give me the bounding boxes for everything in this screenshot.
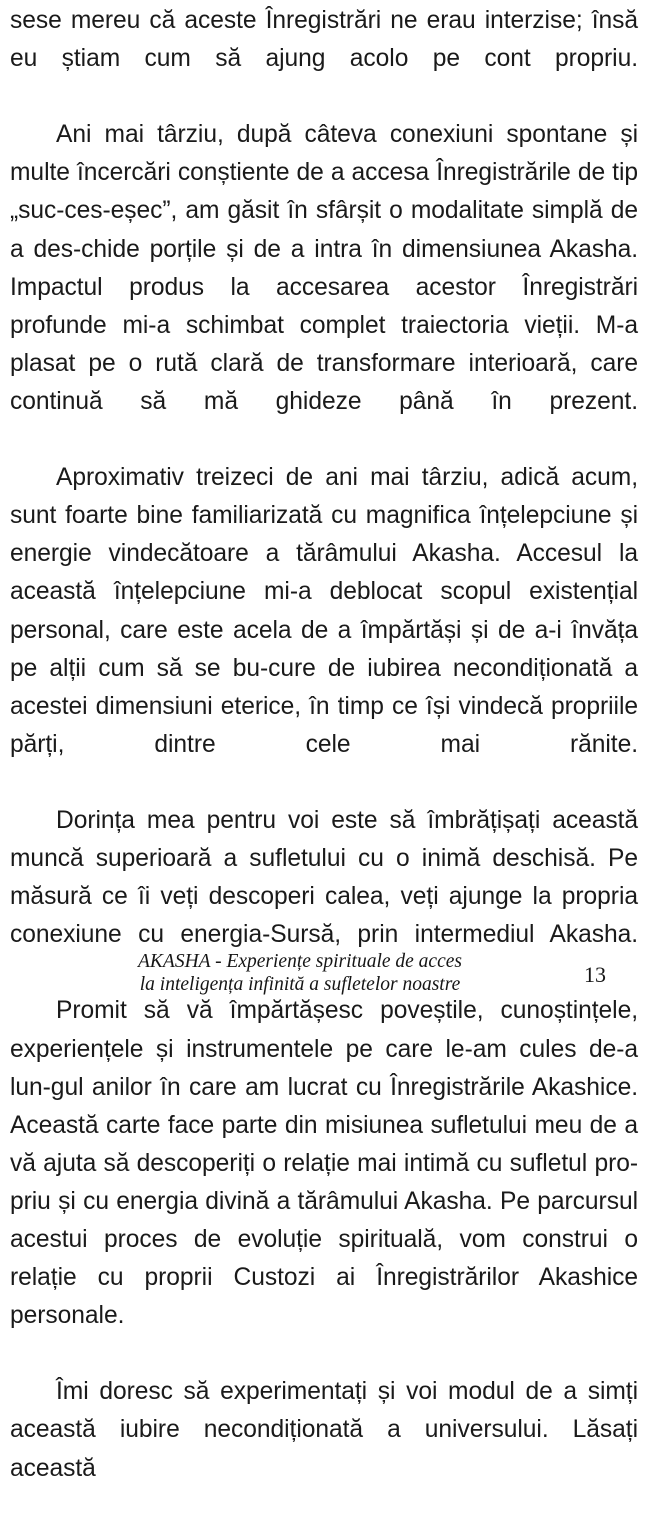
paragraph: Îmi doresc să experimentați și voi modul de a simți această iubire necondiționată a universului. Lăsați această (10, 1378, 638, 1482)
paragraph: sese mereu că aceste Înregistrări ne erau interzise; însă eu știam cum să ajung acolo pe cont propriu. (10, 7, 638, 73)
running-title-line-1: AKASHA - Experiențe spirituale de acces (137, 951, 462, 972)
page-number: 13 (584, 962, 606, 987)
page-footer (0, 950, 647, 1000)
paragraph: Dorința mea pentru voi este să îmbrățișați această muncă superioară a sufletului cu o inimă deschisă. Pe măsură ce îi veți descoperi calea, veți ajunge la propria conexiune cu energia-Sursă, prin intermediul Akasha. (10, 806, 638, 949)
paragraph: Ani mai târziu, după câteva conexiuni spontane și multe încercări conștiente de a accesa Înregistrările de tip „suc-ces-eșec”, am găsit în sfârșit o modalitate simplă de a des-chide porțile și de a intra în dimensiunea Akasha. Impactul produs la accesarea acestor Înregistrări profunde mi-a schimbat complet traiectoria vieții. M-a plasat pe o rută clară de transformare interioară, care continuă să mă ghideze până în prezent. (10, 121, 638, 415)
running-title (60, 950, 540, 996)
paragraph: Promit să vă împărtășesc poveștile, cunoștințele, experiențele și instrumentele pe care le-am cules de-a lun-gul anilor în care am lucrat cu Înregistrările Akashice. Această carte face parte din misiunea sufletului meu de a vă ajuta să descoperiți o relație mai intimă cu sufletul pro-priu și cu energia divină a tărâmului Akasha. Pe parcursul acestui proces de evoluție spirituală, vom construi o relație cu proprii Custozi ai Înregistrărilor Akashice personale. (10, 997, 638, 1330)
body-text-block (10, 2, 638, 1526)
running-title-line-2: la inteligența infinită a sufletelor noastre (139, 974, 461, 995)
paragraph: Aproximativ treizeci de ani mai târziu, adică acum, sunt foarte bine familiarizată cu magnifica înțelepciune și energie vindecătoare a tărâmului Akasha. Accesul la această înțelepciune mi-a deblocat scopul existențial personal, care este acela de a împărtăși și de a-i învăța pe alții cum să se bu-cure de iubirea necondiționată a acestei dimensiuni eterice, în timp ce își vindecă propriile părți, dintre cele mai rănite. (10, 464, 638, 758)
